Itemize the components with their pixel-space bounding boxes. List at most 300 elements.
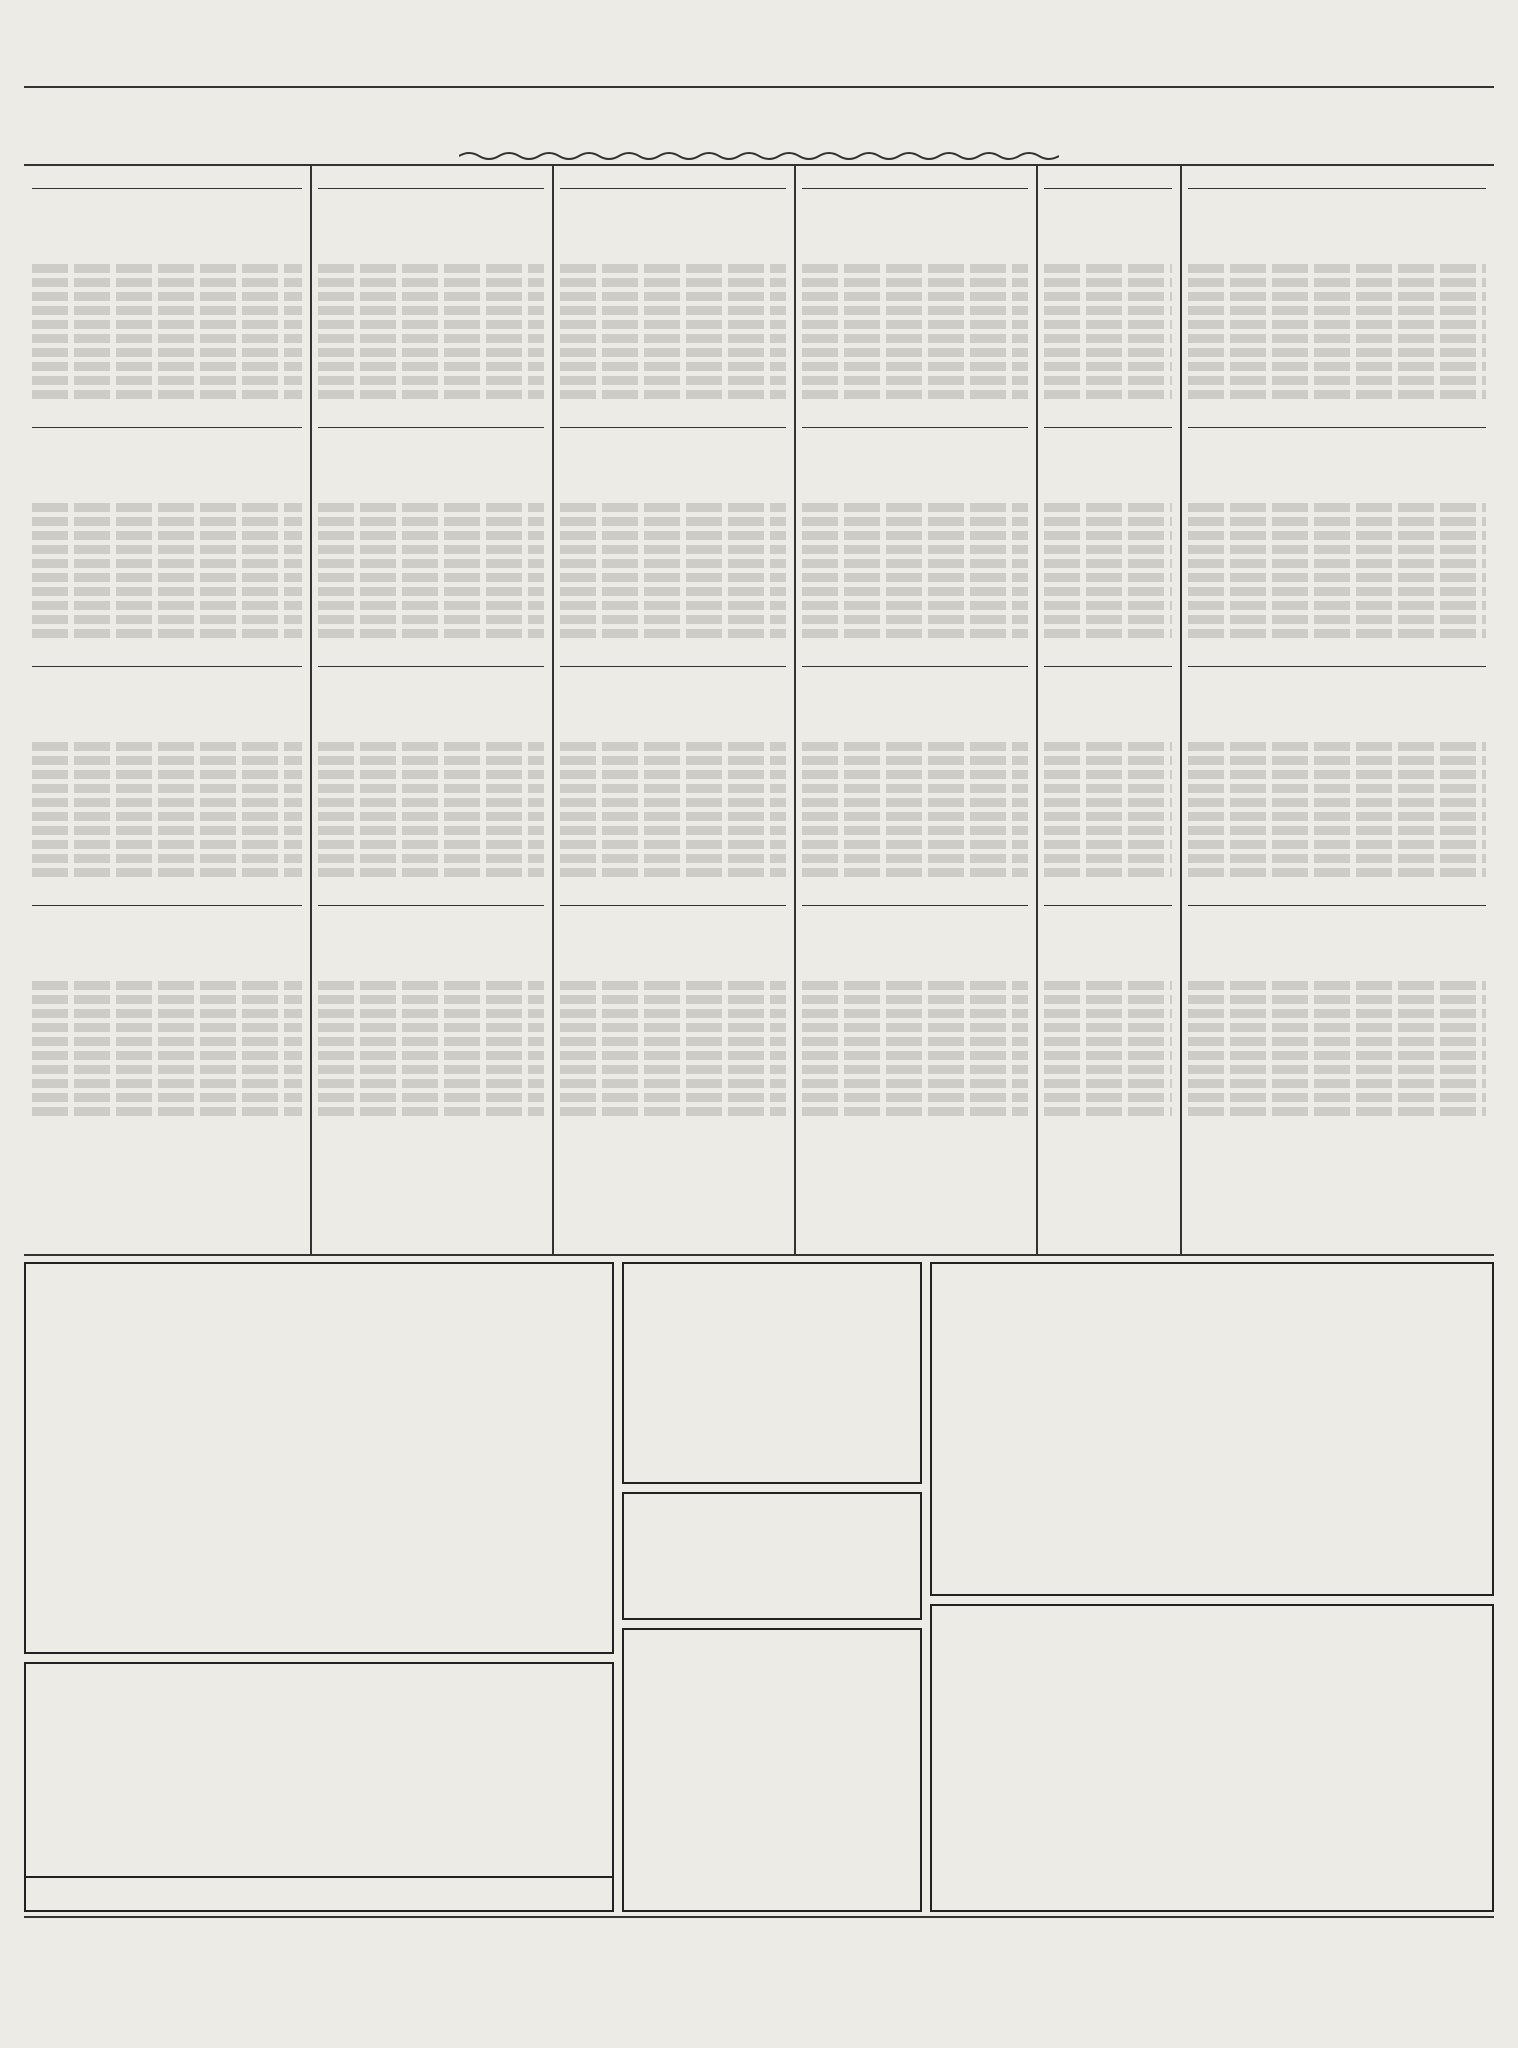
text-line-placeholder (318, 292, 544, 301)
text-line-placeholder (318, 1037, 544, 1046)
text-line-placeholder (802, 1079, 1028, 1088)
text-line-placeholder (1188, 390, 1486, 399)
text-line-placeholder (318, 756, 544, 765)
article-dateline (560, 648, 786, 667)
article-body (802, 697, 1028, 737)
news-article (1188, 409, 1486, 638)
text-line-placeholder (318, 770, 544, 779)
article-body (560, 697, 786, 737)
text-line-placeholder (1044, 1009, 1172, 1018)
text-line-placeholder (318, 1051, 544, 1060)
text-line-placeholder (32, 1065, 302, 1074)
ad-title (36, 1786, 602, 1834)
text-line-placeholder (1044, 826, 1172, 835)
text-line-placeholder (1044, 1107, 1172, 1116)
text-line-placeholder (1044, 376, 1172, 385)
text-line-placeholder (1044, 517, 1172, 526)
text-line-placeholder (32, 742, 302, 751)
text-line-placeholder (318, 854, 544, 863)
text-line-placeholder (1044, 770, 1172, 779)
text-line-placeholder (560, 798, 786, 807)
text-line-placeholder (32, 517, 302, 526)
article-body (1188, 936, 1486, 976)
text-line-placeholder (318, 376, 544, 385)
text-line-placeholder (560, 868, 786, 877)
text-line-placeholder (318, 1009, 544, 1018)
text-line-placeholder (560, 587, 786, 596)
text-line-placeholder (802, 798, 1028, 807)
text-line-placeholder (802, 756, 1028, 765)
text-line-placeholder (32, 573, 302, 582)
text-line-placeholder (318, 503, 544, 512)
text-line-placeholder (802, 573, 1028, 582)
article-dateline (560, 409, 786, 428)
text-line-placeholder (318, 348, 544, 357)
ad-body (36, 1338, 602, 1378)
text-line-placeholder (1044, 320, 1172, 329)
text-line-placeholder (560, 559, 786, 568)
ad-subtitle (36, 1318, 602, 1338)
article-body (318, 458, 544, 498)
text-line-placeholder (1188, 615, 1486, 624)
text-line-placeholder (1188, 376, 1486, 385)
text-line-placeholder (318, 742, 544, 751)
text-line-placeholder (1044, 362, 1172, 371)
news-article (32, 409, 302, 638)
text-line-placeholder (802, 1037, 1028, 1046)
ad-body (36, 1834, 602, 1874)
column-rule (310, 166, 312, 1254)
text-line-placeholder (318, 840, 544, 849)
article-body (32, 697, 302, 737)
text-line-placeholder (802, 545, 1028, 554)
text-line-placeholder (318, 1093, 544, 1102)
ad-reference (36, 1758, 602, 1774)
text-line-placeholder (560, 362, 786, 371)
article-headline (1044, 671, 1172, 693)
ad-body (36, 1718, 602, 1758)
text-line-placeholder (802, 868, 1028, 877)
text-line-placeholder (32, 826, 302, 835)
text-line-placeholder (318, 278, 544, 287)
text-line-placeholder (1188, 1023, 1486, 1032)
article-headline (318, 432, 544, 454)
ad-reference (634, 1358, 910, 1374)
news-article (32, 170, 302, 399)
cinema-banner (24, 1920, 1494, 2010)
news-article (1188, 170, 1486, 399)
article-body (318, 219, 544, 259)
article-dateline (32, 170, 302, 189)
text-line-placeholder (802, 1023, 1028, 1032)
masthead (24, 48, 1494, 88)
text-line-placeholder (1188, 531, 1486, 540)
text-line-placeholder (1044, 840, 1172, 849)
text-line-placeholder (1044, 1037, 1172, 1046)
article-dateline (1044, 409, 1172, 428)
article-body (802, 458, 1028, 498)
text-line-placeholder (802, 601, 1028, 610)
article-body (560, 936, 786, 976)
text-line-placeholder (1044, 1023, 1172, 1032)
text-line-placeholder (318, 1107, 544, 1116)
text-line-placeholder (1044, 756, 1172, 765)
article-headline (560, 910, 786, 932)
article-body (318, 697, 544, 737)
text-line-placeholder (1044, 334, 1172, 343)
text-line-placeholder (802, 531, 1028, 540)
text-line-placeholder (560, 517, 786, 526)
text-line-placeholder (1188, 517, 1486, 526)
text-line-placeholder (1044, 587, 1172, 596)
article-body (560, 458, 786, 498)
news-column (24, 166, 310, 1254)
text-line-placeholder (802, 854, 1028, 863)
article-body (1044, 697, 1172, 737)
article-body (1044, 219, 1172, 259)
ad-title (942, 1270, 1482, 1318)
text-line-placeholder (560, 1079, 786, 1088)
article-body (32, 936, 302, 976)
text-line-placeholder (318, 1023, 544, 1032)
article-headline (32, 432, 302, 454)
text-line-placeholder (32, 812, 302, 821)
ad-reference (942, 1700, 1482, 1716)
russian-lady-ad (622, 1492, 922, 1620)
text-line-placeholder (560, 390, 786, 399)
article-headline (802, 193, 1028, 215)
column-rule (552, 166, 554, 1254)
article-dateline (32, 887, 302, 906)
text-line-placeholder (318, 334, 544, 343)
article-body (32, 458, 302, 498)
notice-ad-middle (622, 1628, 922, 1912)
news-article (1044, 648, 1172, 877)
text-line-placeholder (32, 615, 302, 624)
text-line-placeholder (560, 306, 786, 315)
text-line-placeholder (32, 868, 302, 877)
text-line-placeholder (560, 770, 786, 779)
text-line-placeholder (560, 601, 786, 610)
ad-body (634, 1318, 910, 1358)
cinema-rule (24, 1916, 1494, 1918)
text-line-placeholder (1188, 1051, 1486, 1060)
text-line-placeholder (1044, 798, 1172, 807)
text-line-placeholder (1188, 503, 1486, 512)
news-column (794, 166, 1036, 1254)
text-line-placeholder (318, 390, 544, 399)
article-headline (802, 910, 1028, 932)
text-line-placeholder (560, 573, 786, 582)
text-line-placeholder (318, 812, 544, 821)
news-article (560, 648, 786, 877)
official-notice-ad (930, 1262, 1494, 1596)
text-line-placeholder (802, 1051, 1028, 1060)
text-line-placeholder (1188, 292, 1486, 301)
text-line-placeholder (802, 292, 1028, 301)
article-dateline (802, 170, 1028, 189)
article-dateline (318, 887, 544, 906)
news-column (1180, 166, 1494, 1254)
article-headline (1044, 193, 1172, 215)
text-line-placeholder (32, 1107, 302, 1116)
text-line-placeholder (32, 348, 302, 357)
text-line-placeholder (318, 615, 544, 624)
news-article (32, 887, 302, 1116)
text-line-placeholder (802, 517, 1028, 526)
text-line-placeholder (32, 334, 302, 343)
news-article (1044, 170, 1172, 399)
text-line-placeholder (32, 770, 302, 779)
article-dateline (1188, 170, 1486, 189)
text-line-placeholder (32, 995, 302, 1004)
text-line-placeholder (1188, 573, 1486, 582)
text-line-placeholder (802, 376, 1028, 385)
text-line-placeholder (1044, 629, 1172, 638)
text-line-placeholder (802, 559, 1028, 568)
text-line-placeholder (560, 531, 786, 540)
text-line-placeholder (1188, 1093, 1486, 1102)
ad-title (634, 1636, 910, 1684)
text-line-placeholder (1044, 995, 1172, 1004)
text-line-placeholder (802, 1065, 1028, 1074)
article-headline (32, 193, 302, 215)
text-line-placeholder (802, 742, 1028, 751)
text-line-placeholder (802, 278, 1028, 287)
text-line-placeholder (802, 306, 1028, 315)
text-line-placeholder (32, 531, 302, 540)
article-headline (318, 910, 544, 932)
text-line-placeholder (560, 348, 786, 357)
news-article (802, 887, 1028, 1116)
ad-title (634, 1270, 910, 1318)
text-line-placeholder (560, 784, 786, 793)
news-article (560, 170, 786, 399)
text-line-placeholder (32, 784, 302, 793)
text-line-placeholder (1044, 868, 1172, 877)
text-line-placeholder (560, 995, 786, 1004)
text-line-placeholder (318, 601, 544, 610)
ad-reference (634, 1724, 910, 1740)
article-headline (1188, 432, 1486, 454)
text-line-placeholder (1188, 742, 1486, 751)
text-line-placeholder (1188, 629, 1486, 638)
column-rule (1036, 166, 1038, 1254)
ad-reference (634, 1588, 910, 1604)
text-line-placeholder (1188, 334, 1486, 343)
article-headline (318, 671, 544, 693)
text-line-placeholder (32, 390, 302, 399)
text-line-placeholder (32, 1079, 302, 1088)
text-line-placeholder (32, 854, 302, 863)
text-line-placeholder (1188, 1079, 1486, 1088)
text-line-placeholder (802, 348, 1028, 357)
article-headline (802, 432, 1028, 454)
text-line-placeholder (1188, 770, 1486, 779)
news-article (318, 648, 544, 877)
text-line-placeholder (1044, 601, 1172, 610)
text-line-placeholder (1044, 1065, 1172, 1074)
news-column (1036, 166, 1180, 1254)
article-dateline (1188, 409, 1486, 428)
text-line-placeholder (318, 784, 544, 793)
text-line-placeholder (1188, 362, 1486, 371)
text-line-placeholder (1044, 292, 1172, 301)
text-line-placeholder (560, 1051, 786, 1060)
text-line-placeholder (318, 531, 544, 540)
text-line-placeholder (560, 376, 786, 385)
text-line-placeholder (32, 362, 302, 371)
text-line-placeholder (318, 981, 544, 990)
text-line-placeholder (1188, 601, 1486, 610)
article-headline (1188, 671, 1486, 693)
text-line-placeholder (318, 826, 544, 835)
text-line-placeholder (1188, 320, 1486, 329)
firms-notice-ad (24, 1780, 614, 1912)
text-line-placeholder (560, 826, 786, 835)
ad-body (634, 1684, 910, 1724)
text-line-placeholder (802, 995, 1028, 1004)
article-body (1044, 458, 1172, 498)
news-article (560, 887, 786, 1116)
text-line-placeholder (560, 320, 786, 329)
article-dateline (1188, 887, 1486, 906)
ad-body (942, 1318, 1482, 1358)
text-line-placeholder (802, 629, 1028, 638)
text-line-placeholder (560, 981, 786, 990)
ornament-icon (459, 150, 1059, 162)
text-line-placeholder (560, 278, 786, 287)
text-line-placeholder (1044, 742, 1172, 751)
text-line-placeholder (318, 306, 544, 315)
news-article (802, 409, 1028, 638)
article-body (560, 219, 786, 259)
text-line-placeholder (32, 376, 302, 385)
columns-bottom-rule (24, 1254, 1494, 1256)
text-line-placeholder (1044, 559, 1172, 568)
text-line-placeholder (1188, 1009, 1486, 1018)
article-headline (560, 432, 786, 454)
text-line-placeholder (560, 334, 786, 343)
text-line-placeholder (560, 756, 786, 765)
text-line-placeholder (318, 868, 544, 877)
text-line-placeholder (1188, 798, 1486, 807)
news-article (32, 648, 302, 877)
article-dateline (318, 170, 544, 189)
news-article (802, 648, 1028, 877)
text-line-placeholder (560, 854, 786, 863)
text-line-placeholder (318, 573, 544, 582)
text-line-placeholder (802, 587, 1028, 596)
article-headline (32, 671, 302, 693)
text-line-placeholder (32, 1093, 302, 1102)
text-line-placeholder (1044, 531, 1172, 540)
text-line-placeholder (560, 264, 786, 273)
text-line-placeholder (802, 390, 1028, 399)
text-line-placeholder (318, 264, 544, 273)
text-line-placeholder (1188, 1037, 1486, 1046)
text-line-placeholder (32, 587, 302, 596)
article-headline (1188, 193, 1486, 215)
news-column (310, 166, 552, 1254)
text-line-placeholder (318, 629, 544, 638)
ad-reference (36, 1378, 602, 1394)
text-line-placeholder (318, 995, 544, 1004)
text-line-placeholder (560, 1023, 786, 1032)
text-line-placeholder (1044, 503, 1172, 512)
tehran-branch-notice-ad (930, 1604, 1494, 1912)
ad-body (634, 1548, 910, 1588)
text-line-placeholder (1188, 995, 1486, 1004)
text-line-placeholder (560, 615, 786, 624)
text-line-placeholder (1188, 1065, 1486, 1074)
text-line-placeholder (802, 320, 1028, 329)
doctors-notice-ad (24, 1262, 614, 1654)
text-line-placeholder (802, 770, 1028, 779)
text-line-placeholder (32, 1051, 302, 1060)
text-line-placeholder (32, 292, 302, 301)
text-line-placeholder (802, 812, 1028, 821)
text-line-placeholder (560, 1065, 786, 1074)
news-article (318, 887, 544, 1116)
text-line-placeholder (1188, 812, 1486, 821)
text-line-placeholder (318, 545, 544, 554)
ad-title (942, 1612, 1482, 1660)
article-body (802, 936, 1028, 976)
ad-body (942, 1660, 1482, 1700)
article-body (802, 219, 1028, 259)
text-line-placeholder (1188, 278, 1486, 287)
article-body (318, 936, 544, 976)
text-line-placeholder (318, 517, 544, 526)
ad-title (634, 1500, 910, 1548)
text-line-placeholder (1188, 545, 1486, 554)
article-dateline (32, 648, 302, 667)
ad-reference (36, 1874, 602, 1890)
text-line-placeholder (1188, 348, 1486, 357)
text-line-placeholder (802, 1107, 1028, 1116)
text-line-placeholder (318, 1079, 544, 1088)
text-line-placeholder (1044, 306, 1172, 315)
text-line-placeholder (1188, 868, 1486, 877)
ad-title (36, 1670, 602, 1718)
banner-ornament (24, 150, 1494, 164)
text-line-placeholder (1188, 784, 1486, 793)
text-line-placeholder (32, 1023, 302, 1032)
news-article (1188, 648, 1486, 877)
text-line-placeholder (318, 320, 544, 329)
text-line-placeholder (318, 559, 544, 568)
text-line-placeholder (802, 1093, 1028, 1102)
text-line-placeholder (32, 264, 302, 273)
article-dateline (318, 409, 544, 428)
article-headline (1188, 910, 1486, 932)
text-line-placeholder (802, 826, 1028, 835)
text-line-placeholder (32, 798, 302, 807)
text-line-placeholder (560, 840, 786, 849)
text-line-placeholder (1044, 1079, 1172, 1088)
text-line-placeholder (1044, 784, 1172, 793)
text-line-placeholder (560, 545, 786, 554)
article-dateline (1188, 648, 1486, 667)
text-line-placeholder (1188, 1107, 1486, 1116)
text-line-placeholder (1188, 559, 1486, 568)
text-line-placeholder (32, 601, 302, 610)
article-dateline (802, 887, 1028, 906)
text-line-placeholder (32, 1037, 302, 1046)
ad-title (36, 1270, 602, 1318)
text-line-placeholder (560, 1093, 786, 1102)
